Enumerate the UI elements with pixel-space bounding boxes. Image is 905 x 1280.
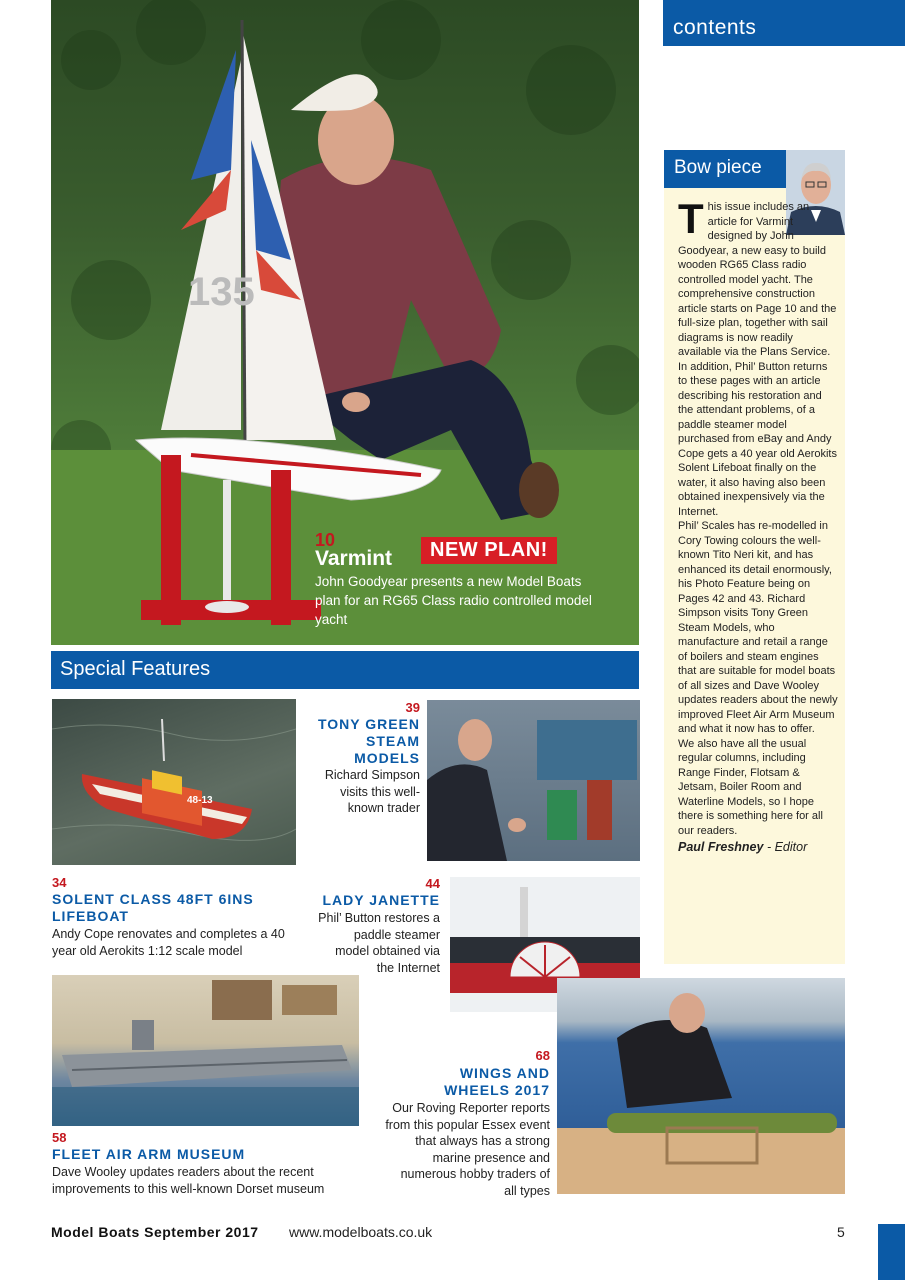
fleet-air-arm-title: FLEET AIR ARM MUSEUM [52,1146,246,1162]
lifeboat-hull-mark: 48-13 [187,795,213,806]
footer-page-number: 5 [837,1224,845,1240]
wings-wheels-page-number: 68 [535,1048,550,1063]
tony-green-title: TONY GREEN STEAM MODELS [317,716,420,766]
lady-janette-page-number: 44 [425,876,440,891]
lifeboat-illustration [52,699,296,865]
footer-color-tab [878,1224,905,1280]
lifeboat-page-number: 34 [52,875,67,890]
fleet-air-arm-page-number: 58 [52,1130,67,1145]
editor-signature: Paul Freshney - Editor [678,840,808,854]
tony-green-description: Richard Simpson visits this well-known trader [324,768,420,815]
sail-number: 135 [188,270,255,314]
bow-piece-text [678,195,838,855]
wings-wheels-photo [557,978,845,1194]
wings-wheels-description: Our Roving Reporter reports from this popular Essex event that always has a strong marine presence and numerous hobby traders of all types [385,1101,550,1198]
bow-paragraph-2: Phil’ Scales has re-modelled in Cory Towing colours the well-known Tito Neri kit, and has enhanced its detail enormously, his Photo Feature being on Pages 42 and 43. Richard Simpson visits Tony Green Steam Models, who manufacture and retail a range of boilers and steam engines that are suitable for model boats of all sizes and Dave Wooley updates readers about the newly improved Fleet Air Arm Museum and what it now has to offer. [678,520,838,735]
hero-page-number: 10 [315,530,336,550]
lifeboat-title: SOLENT CLASS 48FT 6INS LIFEBOAT [52,891,254,924]
footer-magazine-title: Model Boats September 2017 [51,1224,259,1240]
lady-janette-description: Phil’ Button restores a paddle steamer model obtained via the Internet [318,911,440,975]
special-features-bar [51,651,639,689]
drop-cap: T [678,195,704,242]
tony-green-page-number: 39 [405,700,420,715]
contents-label: contents [673,16,757,39]
lifeboat-photo [52,699,296,865]
lady-janette-title: LADY JANETTE [322,892,440,908]
fleet-air-arm-photo [52,975,359,1126]
show-stand-illustration [557,978,845,1194]
bow-piece-title: Bow piece [674,157,762,178]
bow-piece-title-bar [664,150,786,188]
fleet-air-arm-description: Dave Wooley updates readers about the recent improvements to this well-known Dorset museum [52,1165,325,1196]
hero-description: John Goodyear presents a new Model Boats plan for an RG65 Class radio controlled model yacht [315,574,592,627]
footer-url[interactable]: www.modelboats.co.uk [289,1224,433,1240]
lifeboat-description: Andy Cope renovates and completes a 40 year old Aerokits 1:12 scale model [52,927,285,958]
special-features-label: Special Features [60,658,211,680]
tony-green-photo [427,700,640,861]
bow-paragraph-1: This issue includes an article for Varmint designed by John Goodyear, a new easy to build wooden RG65 Class radio controlled model yacht. The comprehensive construction article starts on Page 10 and the full-size plan, together with sail diagrams is now readily available via the Plans Service. In addition, Phil’ Button returns to these pages with an article describing his restoration and the attendant problems, of a paddle steamer model purchased from eBay and Andy Cope gets a 40 year old Aerokits Solent Lifeboat finally on the water, it also having also been obtained inexpensively via the Internet. [678,195,837,518]
workshop-illustration [427,700,640,861]
new-plan-badge: NEW PLAN! [421,537,557,564]
bow-paragraph-3: We also have all the usual regular columns, including Range Finder, Flotsam & Jetsam, Boiler Room and Waterline Models, so I hope there is something here for all our readers. [678,737,823,837]
aircraft-carrier-illustration [52,975,359,1126]
wings-wheels-title: WINGS AND WHEELS 2017 [444,1065,550,1098]
contents-header-bar [663,0,905,46]
hero-title: Varmint [315,547,393,570]
